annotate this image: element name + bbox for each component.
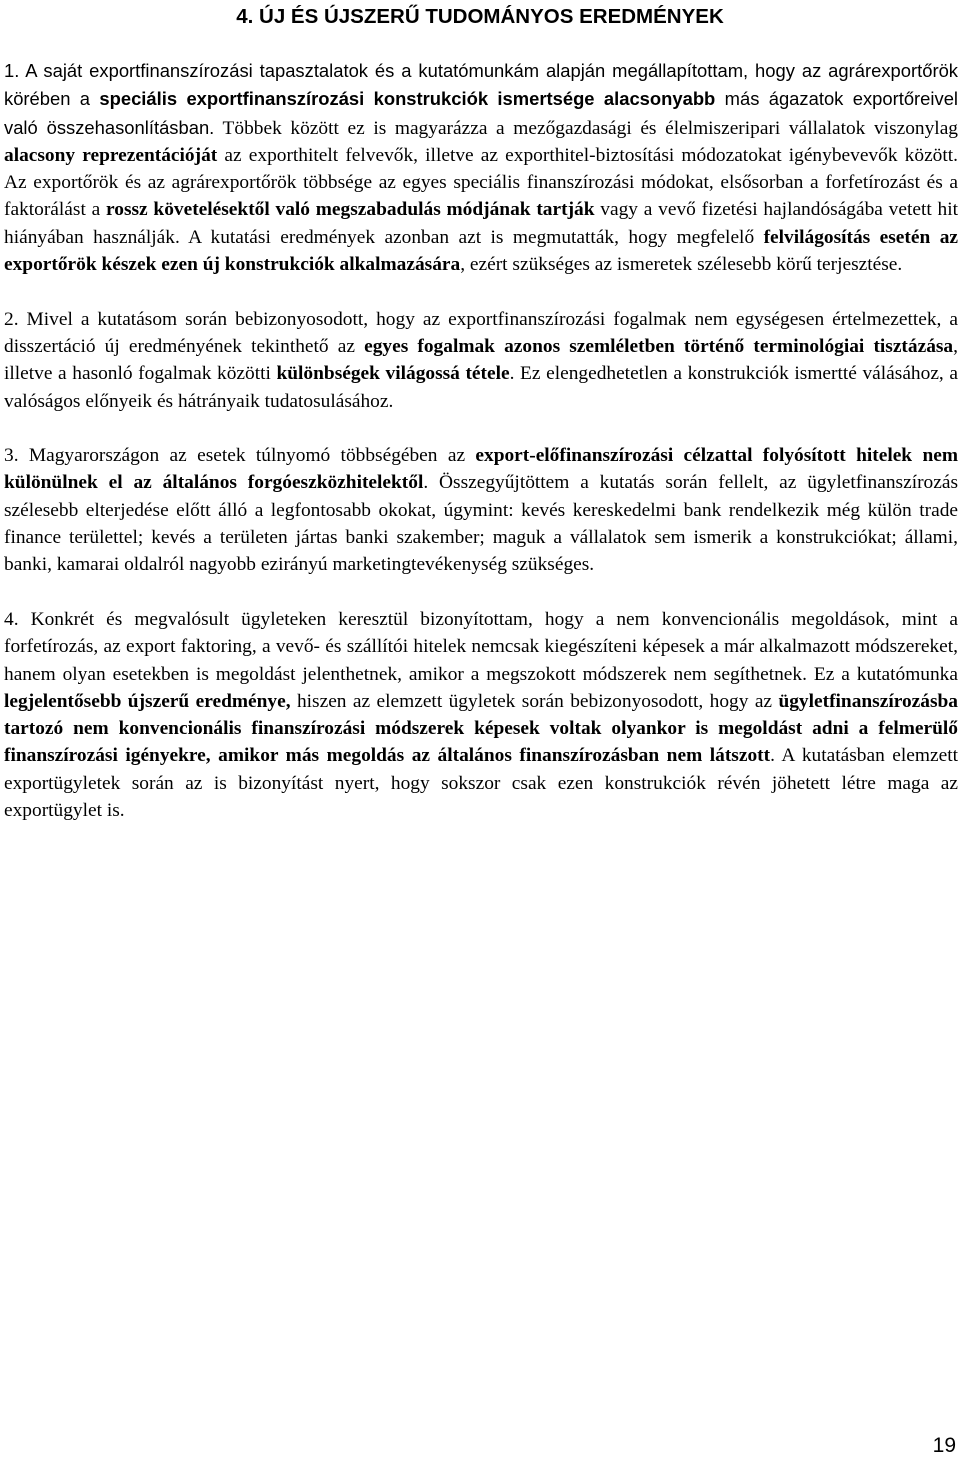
emphasis-run: ügyletfinanszírozásba tartozó nem konvencionális finanszírozási módszerek képesek voltak olyankor is megoldást adni a felmerülő finanszírozási igényekre, amikor más megoldás az általános finanszírozásban nem látszott bbox=[4, 690, 959, 767]
paragraph-4 bbox=[4, 606, 958, 824]
text-run: . Összegyűjtöttem a kutatás során fellelt, az ügyletfinanszírozás szélesebb elterjedése előtt álló a legfontosabb okokat, úgymint: kevés kereskedelmi bank rendelkezik még külön trade finance területtel; kevés a területen jártas banki szakember; maguk a vállalatok sem ismerik a konstrukciókat; állami, banki, kamarai oldalról nagyobb ezirányú marketingtevékenység szükséges. bbox=[4, 472, 958, 576]
text-run: 1. A saját exportfinanszírozási tapasztalatok és a kutatómunkám alapján megállapítottam, hogy az agrárexportőrök körében a bbox=[4, 60, 958, 110]
emphasis-run: export-előfinanszírozási célzattal folyósított hitelek nem különülnek el az általános forgóeszközhitelektől bbox=[4, 445, 958, 494]
emphasis-run: felvilágosítás esetén az exportőrök készek ezen új konstrukciók alkalmazására bbox=[4, 226, 958, 276]
text-run: . A kutatásban elemzett exportügyletek során az is bizonyítást nyert, hogy sokszor csak ezen konstrukciók révén jöhetett létre maga az exportügylet is. bbox=[4, 745, 958, 822]
paragraph-3 bbox=[4, 442, 958, 578]
emphasis-run: legjelentősebb újszerű eredménye, bbox=[4, 690, 291, 712]
page-number: 19 bbox=[932, 1434, 956, 1457]
text-run: hiszen az elemzett ügyletek során bebizonyosodott, hogy az bbox=[290, 690, 779, 712]
text-run: 3. Magyarországon az esetek túlnyomó többségében az bbox=[4, 445, 476, 467]
emphasis-run: alacsony reprezentációját bbox=[4, 144, 218, 166]
emphasis-run: különbségek világossá tétele bbox=[276, 363, 510, 385]
text-run: vagy a vevő fizetési hajlandóságába vetett hit hiányában használják. bbox=[4, 199, 958, 248]
emphasis-run: speciális exportfinanszírozási konstrukciók ismertsége alacsonyabb bbox=[99, 88, 716, 110]
text-run: . Ez elengedhetetlen a konstrukciók ismertté válásához, a valóságos előnyeik és hátrányaik tudatosulásához. bbox=[4, 363, 958, 412]
text-run: más ágazatok exportőreivel való összehasonlításban. bbox=[4, 88, 959, 138]
emphasis-run: egyes fogalmak azonos szemléletben történő terminológiai tisztázása bbox=[364, 335, 954, 357]
paragraph-2 bbox=[4, 306, 958, 415]
text-run: az exporthitelt felvevők, illetve az exporthitel-biztosítási módozatokat igénybevevők között. bbox=[217, 144, 958, 166]
text-run: Az exportőrök és az agrárexportőrök többsége az egyes speciális finanszírozási módokat, elsősorban a forfetírozást és a faktorálást a bbox=[4, 172, 958, 221]
text-run: 2. Mivel a kutatásom során bebizonyosodott, hogy az exportfinanszírozási fogalmak nem egységesen értelmezettek, a disszertáció új eredményének tekinthető az bbox=[4, 308, 958, 357]
emphasis-run: rossz követelésektől való megszabadulás módjának tartják bbox=[106, 199, 595, 221]
section-heading: 4. ÚJ ÉS ÚJSZERŰ TUDOMÁNYOS EREDMÉNYEK bbox=[236, 5, 724, 28]
text-run: Többek között ez is magyarázza a mezőgazdasági és élelmiszeripari vállalatok viszonylag bbox=[214, 117, 958, 139]
text-run: , illetve a hasonló fogalmak közötti bbox=[4, 335, 958, 385]
text-run: 4. Konkrét és megvalósult ügyleteken keresztül bizonyítottam, hogy a nem konvencionális megoldások, mint a forfetírozás, az export faktoring, a vevő- és szállítói hitelek nemcsak kiegészíteni képesek a már alkalmazott módszereket, hanem olyan esetekben is megoldást jelenthetnek, amikor a megszokott módszerek nem segíthetnek. Ez a kutatómunka bbox=[4, 608, 958, 685]
text-run: , ezért szükséges az ismeretek szélesebb körű terjesztése. bbox=[460, 254, 903, 276]
text-run: A kutatási eredmények azonban azt is megmutatták, hogy megfelelő bbox=[179, 226, 764, 248]
body-text bbox=[4, 57, 958, 824]
paragraph-1 bbox=[4, 57, 958, 278]
